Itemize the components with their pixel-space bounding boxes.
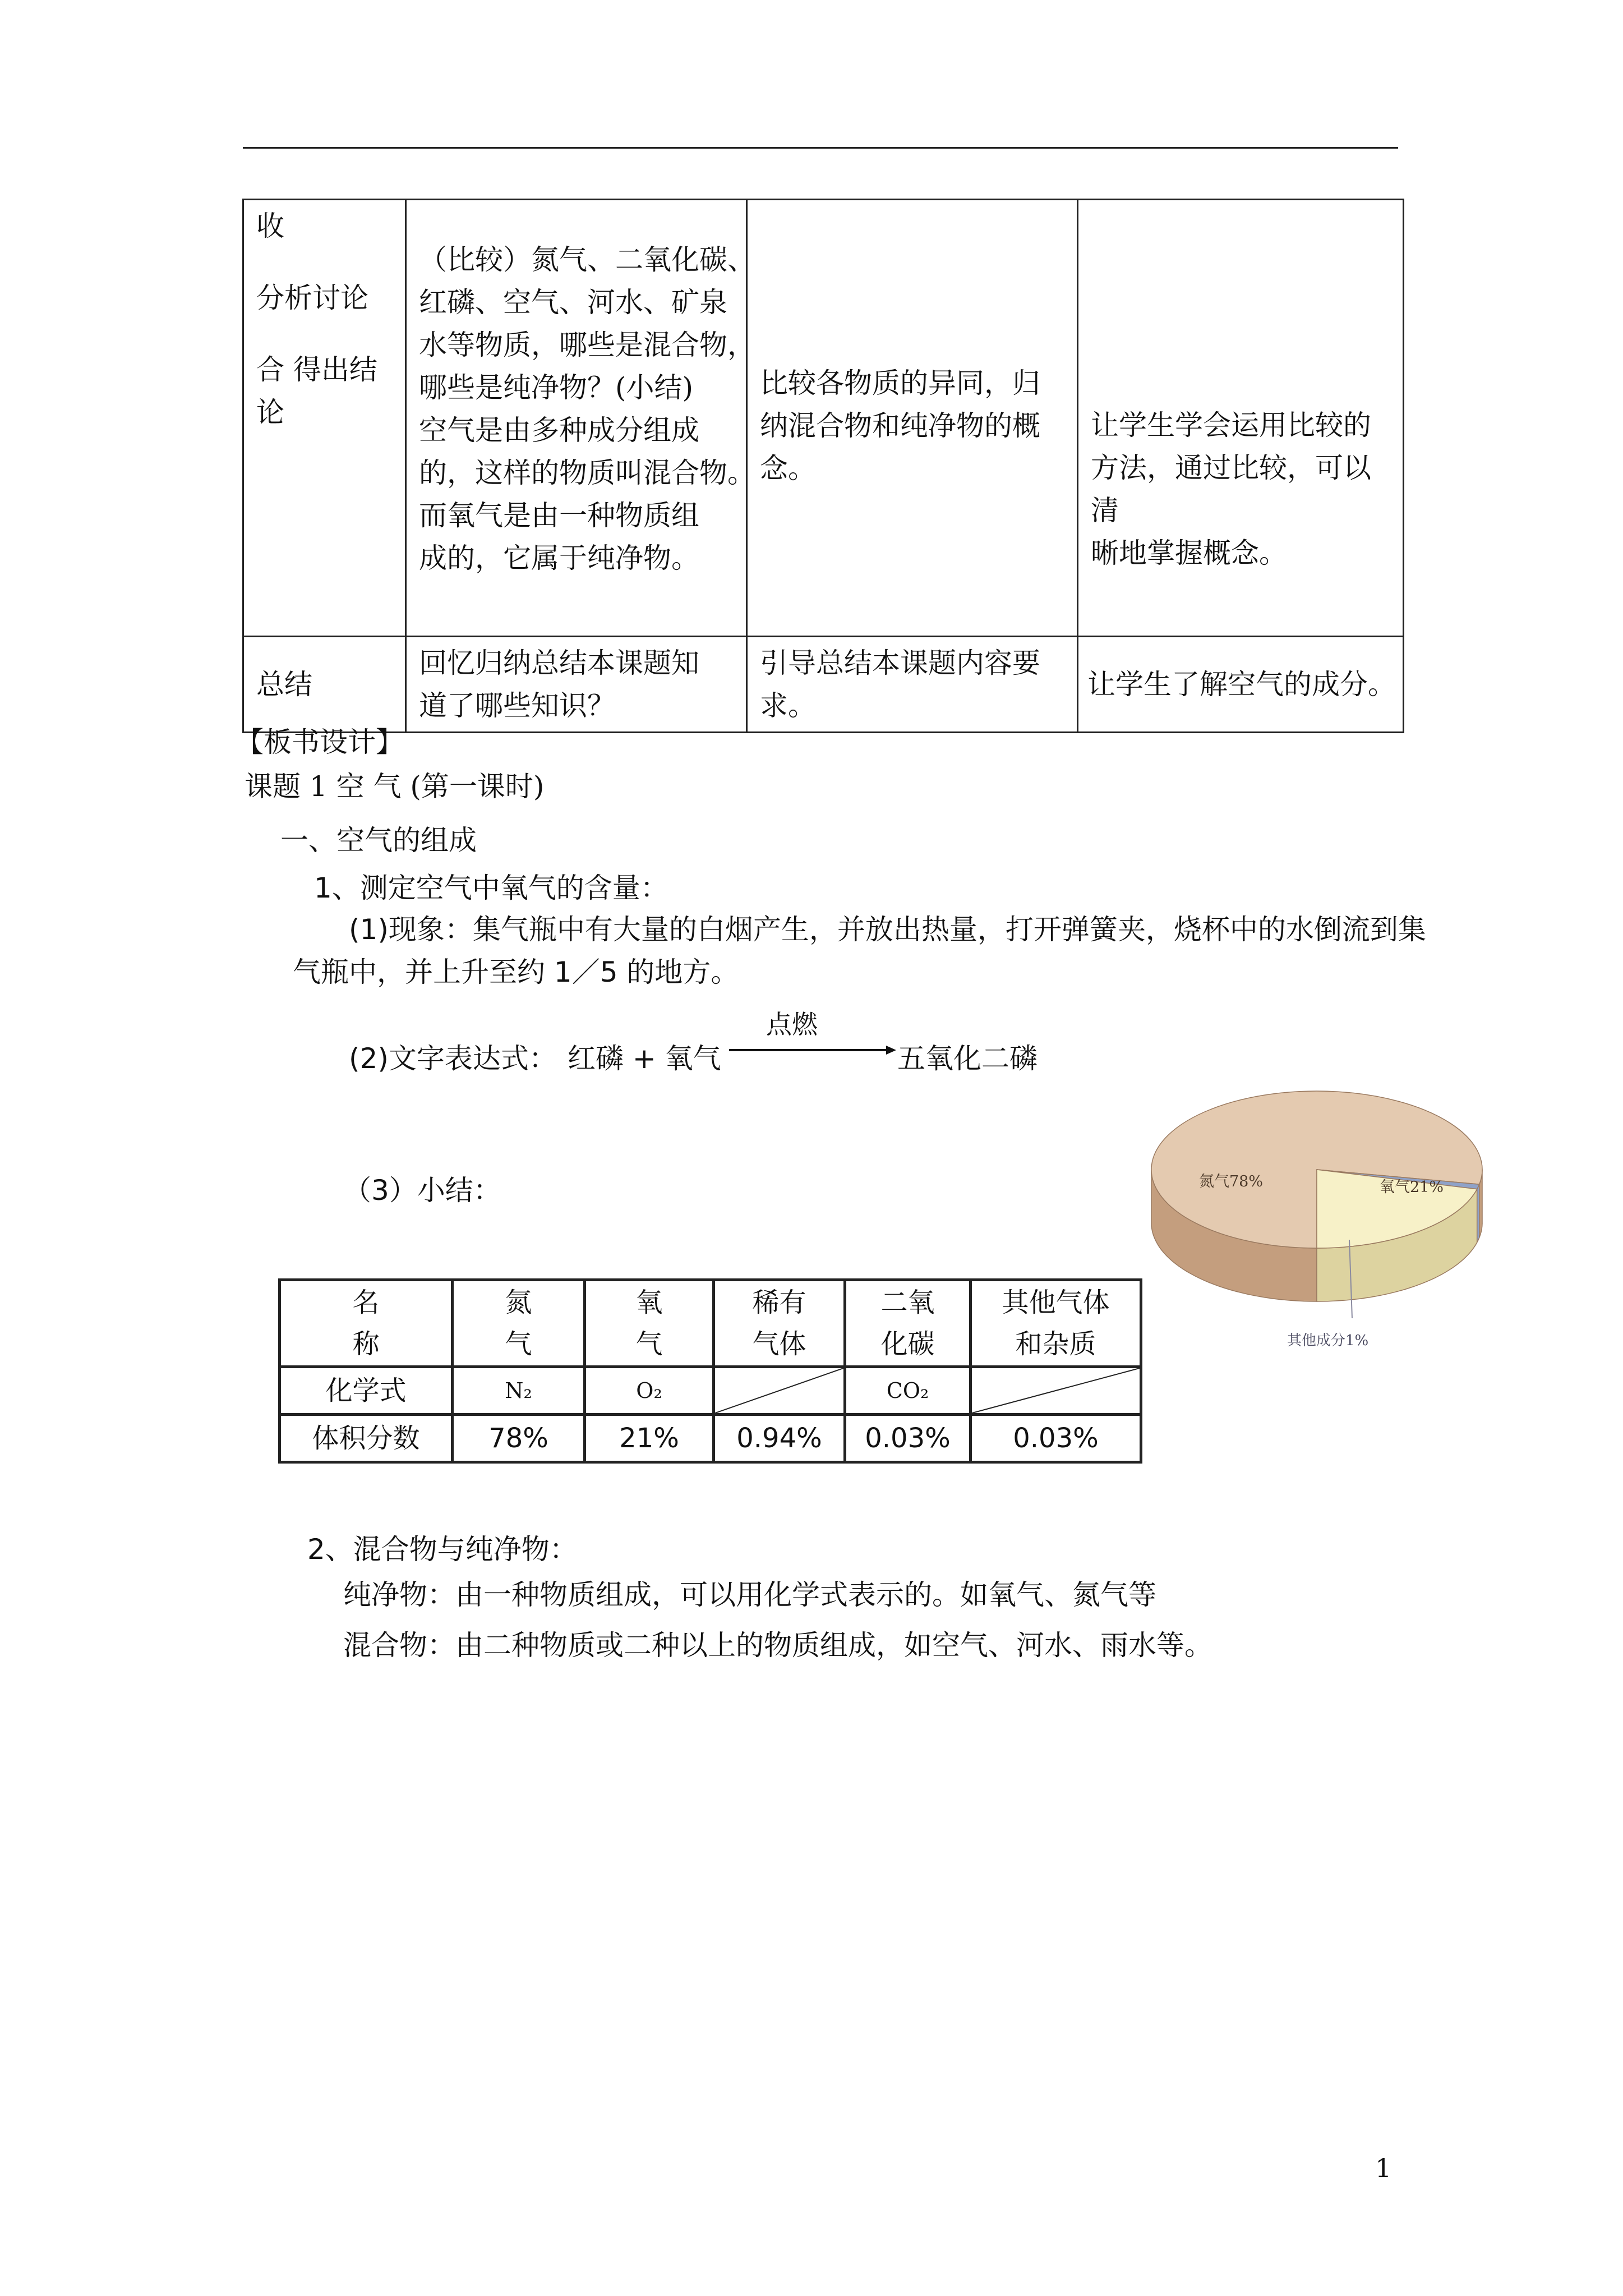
equation-reactants: 红磷 + 氧气 [568,1042,721,1075]
cell-text: （比较）氮气、二氧化碳、 [419,243,755,276]
table-cell: 0.03% [971,1415,1141,1462]
cell-text: 论 [256,396,284,429]
lesson-table [242,199,1404,733]
header-cell [585,1280,714,1367]
cell-text: 而氧气是由一种物质组 [419,499,699,532]
summary-label: （3）小结： [343,1174,501,1207]
cell-text: 氧 [635,1287,663,1318]
phenomenon-text: (1)现象：集气瓶中有大量的白烟产生，并放出热量，打开弹簧夹，烧杯中的水倒流到集 [349,913,1426,946]
lesson-cell-step [243,637,406,733]
table-cell-empty [971,1367,1141,1415]
cell-text: 让学生了解空气的成分。 [1087,668,1396,701]
cell-text: 水等物质，哪些是混合物， [419,329,755,361]
cell-text: 清 [1091,494,1119,527]
table-cell: 0.94% [714,1415,845,1462]
table-cell-empty [714,1367,845,1415]
cell-text: 化碳 [880,1328,935,1360]
header-cell [280,1280,453,1367]
expression-label: (2)文字表达式： [349,1042,557,1075]
phenomenon-text: 气瓶中，并上升至约 1／5 的地方。 [293,956,739,988]
cell-text: 道了哪些知识？ [419,689,615,722]
cell-text: 二氧 [880,1287,935,1318]
cell-text: 哪些是纯净物？(小结) [419,371,694,404]
diagonal-slash [972,1368,1140,1413]
table-cell: 化学式 [280,1367,453,1415]
lesson-cell-intent [1078,637,1404,733]
page-number: 1 [1375,2153,1392,2183]
equation-product: 五氧化二磷 [897,1042,1038,1075]
cell-text: 气体 [752,1328,806,1360]
lesson-cell-intent [1078,200,1404,637]
cell-text: 其他气体 [1002,1287,1110,1318]
reaction-arrow [729,1039,897,1061]
composition-table [278,1278,1142,1464]
board-heading: 【板书设计】 [236,726,404,758]
diagonal-slash [715,1368,843,1413]
cell-text: 成的，它属于纯净物。 [419,542,699,574]
pie-label-oxygen: 氧气21% [1380,1179,1444,1196]
cell-text: 收 [256,210,284,242]
table-cell: CO₂ [845,1367,971,1415]
cell-text: 名 [352,1287,380,1318]
cell-text: 稀有 [752,1287,806,1318]
cell-text: 晰地掌握概念。 [1091,537,1287,569]
table-cell: 21% [585,1415,714,1462]
cell-text: 总结 [256,668,312,701]
header-cell [971,1280,1141,1367]
table-cell: 体积分数 [280,1415,453,1462]
equation-condition: 点燃 [766,1009,818,1039]
header-rule [243,147,1398,149]
pie-label-other: 其他成分1% [1287,1332,1369,1349]
header-cell [453,1280,585,1367]
table-row-formula [280,1367,1141,1415]
table-header-row [280,1280,1141,1367]
cell-text: 气 [505,1328,532,1360]
lesson-cell-student [406,637,747,733]
lesson-title: 课题 1 空 气 (第一课时) [245,770,545,803]
cell-text: 的，这样的物质叫混合物。 [419,457,755,489]
cell-text: 空气是由多种成分组成 [419,414,699,447]
cell-text: 引导总结本课题内容要 [760,647,1040,679]
cell-text: 分析讨论 [256,282,368,314]
cell-text: 气 [635,1328,663,1360]
cell-text: 念。 [760,452,816,485]
cell-text: 纳混合物和纯净物的概 [760,409,1040,442]
cell-text: 求。 [760,689,816,722]
table-cell: 0.03% [845,1415,971,1462]
lesson-row-summary [243,637,1404,733]
item-title: 2、混合物与纯净物： [307,1533,578,1566]
mixture-definition: 混合物：由二种物质或二种以上的物质组成，如空气、河水、雨水等。 [343,1629,1212,1662]
cell-text: 和杂质 [1015,1328,1096,1360]
cell-text: 称 [352,1328,380,1360]
cell-text: 回忆归纳总结本课题知 [419,647,699,679]
cell-text: 红磷、空气、河水、矿泉 [419,286,727,319]
lesson-cell-teacher [747,200,1078,637]
table-cell: O₂ [585,1367,714,1415]
header-cell [714,1280,845,1367]
section-title: 一、空气的组成 [280,824,477,857]
cell-text: 合 得出结 [256,353,377,386]
lesson-row-analysis [243,200,1404,637]
lesson-cell-step [243,200,406,637]
item-title: 1、测定空气中氧气的含量： [314,872,668,904]
table-row-volume [280,1415,1141,1462]
table-cell: N₂ [453,1367,585,1415]
air-composition-pie [1138,1071,1497,1352]
lesson-cell-teacher [747,637,1078,733]
cell-text: 让学生学会运用比较的 [1091,409,1371,441]
lesson-cell-student [406,200,755,637]
pie-top-layer [1151,1091,1482,1248]
table-cell: 78% [453,1415,585,1462]
pure-substance-definition: 纯净物：由一种物质组成，可以用化学式表示的。如氧气、氮气等 [343,1579,1156,1611]
cell-text: 比较各物质的异同，归 [760,367,1040,399]
cell-text: 方法，通过比较，可以 [1091,452,1371,484]
header-cell [845,1280,971,1367]
cell-text: 氮 [505,1287,532,1318]
pie-label-nitrogen: 氮气78% [1199,1173,1264,1190]
